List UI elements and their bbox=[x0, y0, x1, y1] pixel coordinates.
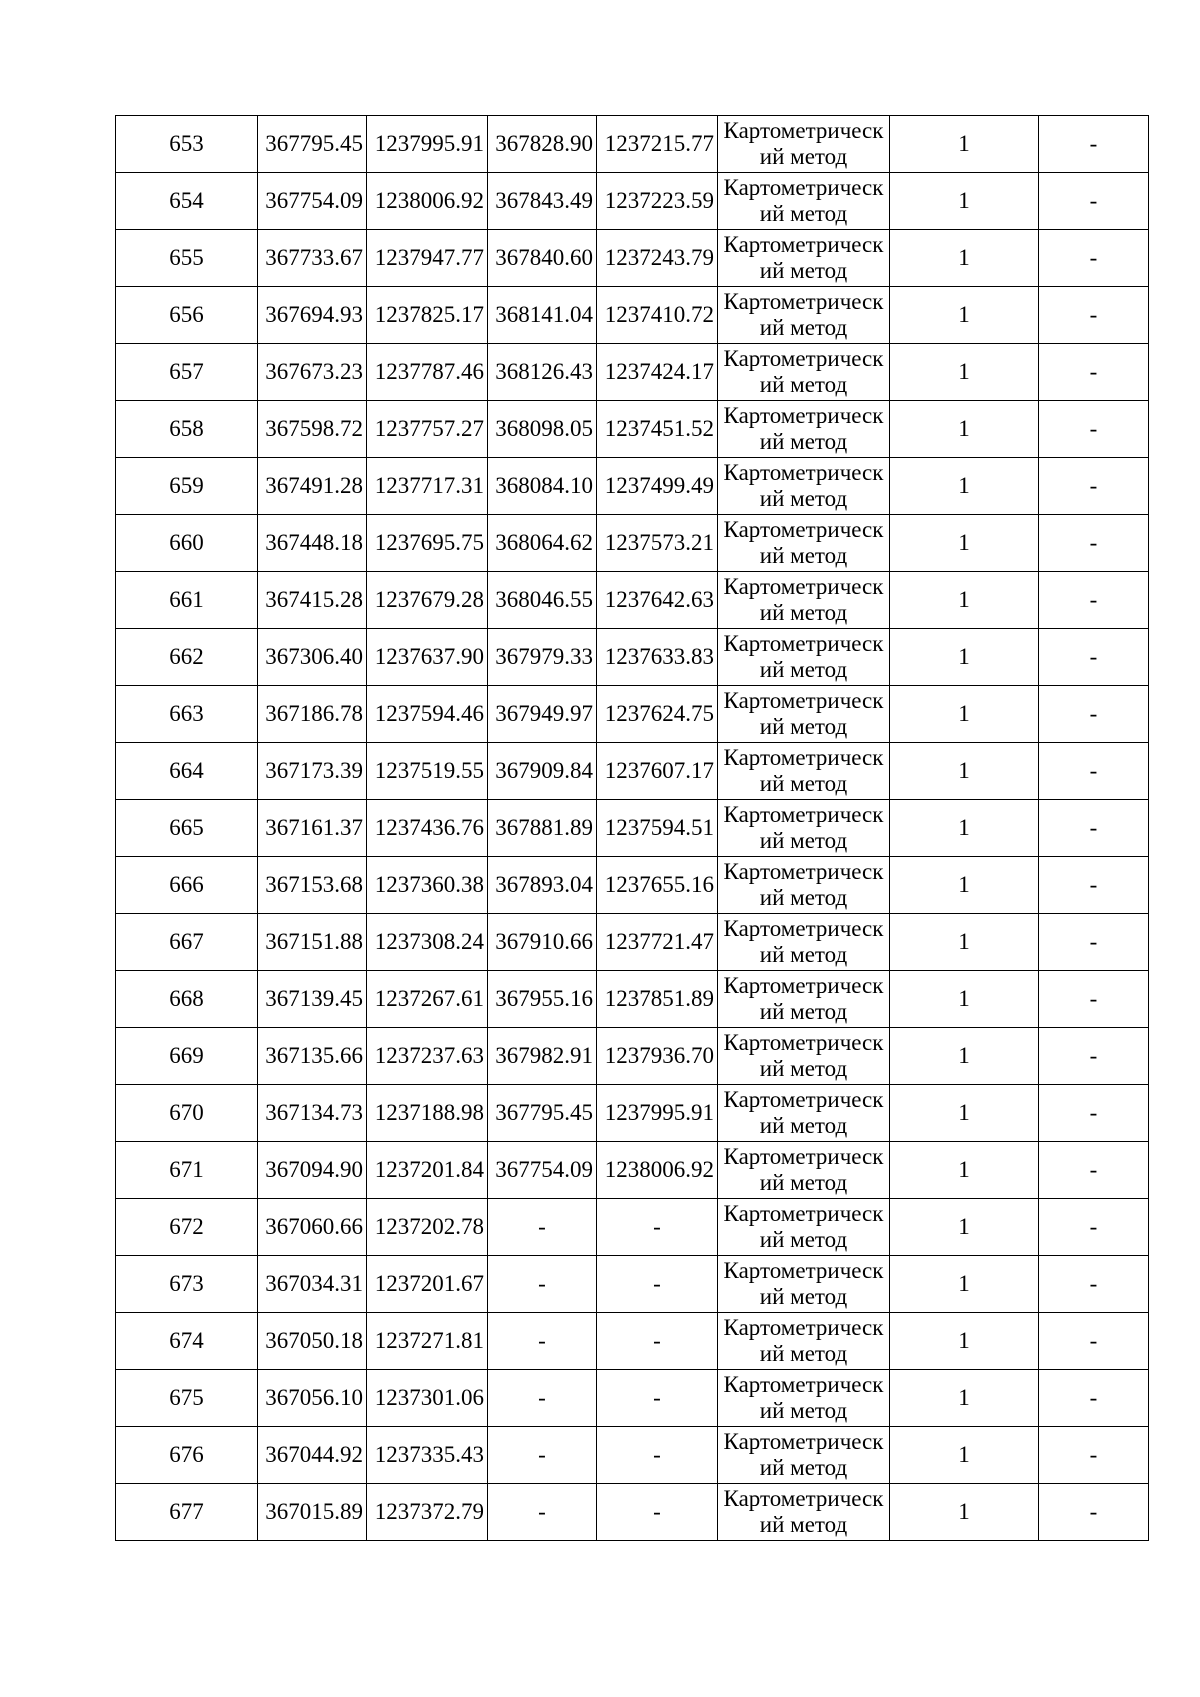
method-cell bbox=[718, 914, 890, 971]
accuracy-cell: 1 bbox=[890, 629, 1039, 686]
x-previous-cell: 367840.60 bbox=[488, 230, 597, 287]
x-previous-cell: 367795.45 bbox=[488, 1085, 597, 1142]
method-line-2: ий метод bbox=[759, 543, 848, 568]
accuracy-cell: 1 bbox=[890, 1427, 1039, 1484]
point-number-cell: 673 bbox=[116, 1256, 258, 1313]
y-previous-cell: 1237215.77 bbox=[597, 116, 718, 173]
table-row bbox=[116, 800, 1149, 857]
accuracy-cell: 1 bbox=[890, 1028, 1039, 1085]
accuracy-cell: 1 bbox=[890, 800, 1039, 857]
x-previous-cell: - bbox=[488, 1256, 597, 1313]
point-number-cell: 672 bbox=[116, 1199, 258, 1256]
table-row bbox=[116, 1028, 1149, 1085]
x-coordinate-cell: 367034.31 bbox=[258, 1256, 367, 1313]
y-coordinate-cell: 1237787.46 bbox=[367, 344, 488, 401]
x-previous-cell: 367881.89 bbox=[488, 800, 597, 857]
y-coordinate-cell: 1237995.91 bbox=[367, 116, 488, 173]
point-number-cell: 661 bbox=[116, 572, 258, 629]
method-line-1: Картометрическ bbox=[723, 1372, 884, 1397]
accuracy-cell: 1 bbox=[890, 1085, 1039, 1142]
method-line-1: Картометрическ bbox=[723, 517, 884, 542]
point-number-cell: 675 bbox=[116, 1370, 258, 1427]
table-row bbox=[116, 1484, 1149, 1541]
note-cell: - bbox=[1039, 743, 1149, 800]
method-cell bbox=[718, 686, 890, 743]
x-coordinate-cell: 367094.90 bbox=[258, 1142, 367, 1199]
y-coordinate-cell: 1237695.75 bbox=[367, 515, 488, 572]
method-cell bbox=[718, 344, 890, 401]
table-row bbox=[116, 572, 1149, 629]
point-number-cell: 653 bbox=[116, 116, 258, 173]
x-previous-cell: - bbox=[488, 1427, 597, 1484]
y-coordinate-cell: 1237202.78 bbox=[367, 1199, 488, 1256]
x-coordinate-cell: 367151.88 bbox=[258, 914, 367, 971]
y-coordinate-cell: 1237308.24 bbox=[367, 914, 488, 971]
method-line-2: ий метод bbox=[759, 942, 848, 967]
method-line-1: Картометрическ bbox=[723, 1486, 884, 1511]
x-coordinate-cell: 367015.89 bbox=[258, 1484, 367, 1541]
accuracy-cell: 1 bbox=[890, 572, 1039, 629]
y-previous-cell: - bbox=[597, 1427, 718, 1484]
accuracy-cell: 1 bbox=[890, 401, 1039, 458]
x-coordinate-cell: 367186.78 bbox=[258, 686, 367, 743]
method-cell bbox=[718, 1427, 890, 1484]
y-coordinate-cell: 1237237.63 bbox=[367, 1028, 488, 1085]
accuracy-cell: 1 bbox=[890, 287, 1039, 344]
method-cell bbox=[718, 800, 890, 857]
table-row bbox=[116, 230, 1149, 287]
method-line-2: ий метод bbox=[759, 999, 848, 1024]
y-coordinate-cell: 1237717.31 bbox=[367, 458, 488, 515]
accuracy-cell: 1 bbox=[890, 515, 1039, 572]
table-row bbox=[116, 857, 1149, 914]
x-previous-cell: 368084.10 bbox=[488, 458, 597, 515]
x-previous-cell: 367982.91 bbox=[488, 1028, 597, 1085]
y-coordinate-cell: 1237436.76 bbox=[367, 800, 488, 857]
table-row bbox=[116, 1142, 1149, 1199]
y-coordinate-cell: 1237637.90 bbox=[367, 629, 488, 686]
y-coordinate-cell: 1237188.98 bbox=[367, 1085, 488, 1142]
x-coordinate-cell: 367139.45 bbox=[258, 971, 367, 1028]
y-previous-cell: 1237424.17 bbox=[597, 344, 718, 401]
method-cell bbox=[718, 743, 890, 800]
method-line-2: ий метод bbox=[759, 1227, 848, 1252]
x-previous-cell: 367910.66 bbox=[488, 914, 597, 971]
x-coordinate-cell: 367448.18 bbox=[258, 515, 367, 572]
note-cell: - bbox=[1039, 401, 1149, 458]
x-coordinate-cell: 367173.39 bbox=[258, 743, 367, 800]
x-coordinate-cell: 367044.92 bbox=[258, 1427, 367, 1484]
x-previous-cell: 368098.05 bbox=[488, 401, 597, 458]
note-cell: - bbox=[1039, 1199, 1149, 1256]
table-row bbox=[116, 287, 1149, 344]
y-previous-cell: 1237223.59 bbox=[597, 173, 718, 230]
method-line-2: ий метод bbox=[759, 201, 848, 226]
method-line-1: Картометрическ bbox=[723, 973, 884, 998]
point-number-cell: 664 bbox=[116, 743, 258, 800]
note-cell: - bbox=[1039, 1085, 1149, 1142]
y-previous-cell: 1237721.47 bbox=[597, 914, 718, 971]
note-cell: - bbox=[1039, 458, 1149, 515]
table-row bbox=[116, 1427, 1149, 1484]
y-coordinate-cell: 1237267.61 bbox=[367, 971, 488, 1028]
method-line-2: ий метод bbox=[759, 486, 848, 511]
y-coordinate-cell: 1237201.67 bbox=[367, 1256, 488, 1313]
x-coordinate-cell: 367153.68 bbox=[258, 857, 367, 914]
table-row bbox=[116, 173, 1149, 230]
x-previous-cell: - bbox=[488, 1484, 597, 1541]
accuracy-cell: 1 bbox=[890, 1313, 1039, 1370]
x-coordinate-cell: 367056.10 bbox=[258, 1370, 367, 1427]
point-number-cell: 665 bbox=[116, 800, 258, 857]
point-number-cell: 655 bbox=[116, 230, 258, 287]
accuracy-cell: 1 bbox=[890, 230, 1039, 287]
y-coordinate-cell: 1237271.81 bbox=[367, 1313, 488, 1370]
y-coordinate-cell: 1237594.46 bbox=[367, 686, 488, 743]
note-cell: - bbox=[1039, 1484, 1149, 1541]
method-line-1: Картометрическ bbox=[723, 745, 884, 770]
point-number-cell: 671 bbox=[116, 1142, 258, 1199]
table-row bbox=[116, 1256, 1149, 1313]
note-cell: - bbox=[1039, 1370, 1149, 1427]
method-cell bbox=[718, 1484, 890, 1541]
y-coordinate-cell: 1237757.27 bbox=[367, 401, 488, 458]
note-cell: - bbox=[1039, 800, 1149, 857]
y-previous-cell: 1237624.75 bbox=[597, 686, 718, 743]
x-coordinate-cell: 367161.37 bbox=[258, 800, 367, 857]
method-cell bbox=[718, 1370, 890, 1427]
x-previous-cell: 368046.55 bbox=[488, 572, 597, 629]
method-cell bbox=[718, 458, 890, 515]
y-coordinate-cell: 1238006.92 bbox=[367, 173, 488, 230]
method-line-1: Картометрическ bbox=[723, 802, 884, 827]
point-number-cell: 677 bbox=[116, 1484, 258, 1541]
method-line-2: ий метод bbox=[759, 771, 848, 796]
note-cell: - bbox=[1039, 1427, 1149, 1484]
method-line-2: ий метод bbox=[759, 1284, 848, 1309]
y-coordinate-cell: 1237301.06 bbox=[367, 1370, 488, 1427]
method-line-2: ий метод bbox=[759, 1113, 848, 1138]
y-previous-cell: 1237607.17 bbox=[597, 743, 718, 800]
table-row bbox=[116, 1313, 1149, 1370]
x-previous-cell: 367843.49 bbox=[488, 173, 597, 230]
method-cell bbox=[718, 173, 890, 230]
point-number-cell: 654 bbox=[116, 173, 258, 230]
y-previous-cell: 1238006.92 bbox=[597, 1142, 718, 1199]
method-line-2: ий метод bbox=[759, 1398, 848, 1423]
method-line-1: Картометрическ bbox=[723, 289, 884, 314]
accuracy-cell: 1 bbox=[890, 686, 1039, 743]
y-previous-cell: 1237936.70 bbox=[597, 1028, 718, 1085]
x-coordinate-cell: 367694.93 bbox=[258, 287, 367, 344]
method-line-1: Картометрическ bbox=[723, 1087, 884, 1112]
point-number-cell: 676 bbox=[116, 1427, 258, 1484]
x-coordinate-cell: 367415.28 bbox=[258, 572, 367, 629]
x-coordinate-cell: 367060.66 bbox=[258, 1199, 367, 1256]
accuracy-cell: 1 bbox=[890, 743, 1039, 800]
accuracy-cell: 1 bbox=[890, 1256, 1039, 1313]
x-coordinate-cell: 367598.72 bbox=[258, 401, 367, 458]
method-cell bbox=[718, 1142, 890, 1199]
y-previous-cell: 1237594.51 bbox=[597, 800, 718, 857]
method-line-1: Картометрическ bbox=[723, 1315, 884, 1340]
note-cell: - bbox=[1039, 1313, 1149, 1370]
method-cell bbox=[718, 1085, 890, 1142]
note-cell: - bbox=[1039, 173, 1149, 230]
method-line-2: ий метод bbox=[759, 828, 848, 853]
table-row bbox=[116, 515, 1149, 572]
point-number-cell: 669 bbox=[116, 1028, 258, 1085]
y-previous-cell: 1237633.83 bbox=[597, 629, 718, 686]
y-previous-cell: 1237410.72 bbox=[597, 287, 718, 344]
y-previous-cell: - bbox=[597, 1199, 718, 1256]
point-number-cell: 667 bbox=[116, 914, 258, 971]
accuracy-cell: 1 bbox=[890, 1142, 1039, 1199]
y-coordinate-cell: 1237335.43 bbox=[367, 1427, 488, 1484]
method-cell bbox=[718, 1256, 890, 1313]
y-coordinate-cell: 1237360.38 bbox=[367, 857, 488, 914]
method-line-1: Картометрическ bbox=[723, 118, 884, 143]
x-previous-cell: 368064.62 bbox=[488, 515, 597, 572]
x-previous-cell: 367955.16 bbox=[488, 971, 597, 1028]
method-line-1: Картометрическ bbox=[723, 403, 884, 428]
method-cell bbox=[718, 1028, 890, 1085]
method-line-2: ий метод bbox=[759, 1170, 848, 1195]
note-cell: - bbox=[1039, 572, 1149, 629]
y-coordinate-cell: 1237825.17 bbox=[367, 287, 488, 344]
note-cell: - bbox=[1039, 287, 1149, 344]
x-previous-cell: 367979.33 bbox=[488, 629, 597, 686]
method-line-2: ий метод bbox=[759, 714, 848, 739]
method-cell bbox=[718, 1313, 890, 1370]
y-previous-cell: 1237451.52 bbox=[597, 401, 718, 458]
table-row bbox=[116, 971, 1149, 1028]
method-line-2: ий метод bbox=[759, 1512, 848, 1537]
accuracy-cell: 1 bbox=[890, 344, 1039, 401]
point-number-cell: 659 bbox=[116, 458, 258, 515]
x-coordinate-cell: 367795.45 bbox=[258, 116, 367, 173]
point-number-cell: 662 bbox=[116, 629, 258, 686]
y-previous-cell: - bbox=[597, 1484, 718, 1541]
method-line-2: ий метод bbox=[759, 600, 848, 625]
x-coordinate-cell: 367135.66 bbox=[258, 1028, 367, 1085]
point-number-cell: 666 bbox=[116, 857, 258, 914]
table-row bbox=[116, 1085, 1149, 1142]
y-coordinate-cell: 1237947.77 bbox=[367, 230, 488, 287]
y-coordinate-cell: 1237372.79 bbox=[367, 1484, 488, 1541]
point-number-cell: 668 bbox=[116, 971, 258, 1028]
y-coordinate-cell: 1237679.28 bbox=[367, 572, 488, 629]
note-cell: - bbox=[1039, 1256, 1149, 1313]
note-cell: - bbox=[1039, 1028, 1149, 1085]
x-previous-cell: 367909.84 bbox=[488, 743, 597, 800]
y-previous-cell: 1237642.63 bbox=[597, 572, 718, 629]
method-line-2: ий метод bbox=[759, 1056, 848, 1081]
note-cell: - bbox=[1039, 515, 1149, 572]
table-row bbox=[116, 116, 1149, 173]
note-cell: - bbox=[1039, 230, 1149, 287]
x-coordinate-cell: 367134.73 bbox=[258, 1085, 367, 1142]
x-previous-cell: - bbox=[488, 1313, 597, 1370]
y-previous-cell: - bbox=[597, 1313, 718, 1370]
x-previous-cell: 368141.04 bbox=[488, 287, 597, 344]
method-line-1: Картометрическ bbox=[723, 1144, 884, 1169]
method-cell bbox=[718, 1199, 890, 1256]
y-previous-cell: 1237995.91 bbox=[597, 1085, 718, 1142]
method-line-1: Картометрическ bbox=[723, 1030, 884, 1055]
x-coordinate-cell: 367050.18 bbox=[258, 1313, 367, 1370]
method-line-1: Картометрическ bbox=[723, 631, 884, 656]
method-cell bbox=[718, 629, 890, 686]
y-previous-cell: 1237243.79 bbox=[597, 230, 718, 287]
point-number-cell: 656 bbox=[116, 287, 258, 344]
table-body bbox=[116, 116, 1149, 1541]
method-cell bbox=[718, 572, 890, 629]
x-previous-cell: - bbox=[488, 1370, 597, 1427]
x-coordinate-cell: 367733.67 bbox=[258, 230, 367, 287]
accuracy-cell: 1 bbox=[890, 971, 1039, 1028]
x-previous-cell: 367949.97 bbox=[488, 686, 597, 743]
point-number-cell: 658 bbox=[116, 401, 258, 458]
table-row bbox=[116, 629, 1149, 686]
y-previous-cell: 1237851.89 bbox=[597, 971, 718, 1028]
method-line-1: Картометрическ bbox=[723, 346, 884, 371]
accuracy-cell: 1 bbox=[890, 1370, 1039, 1427]
table-row bbox=[116, 1199, 1149, 1256]
table-row bbox=[116, 458, 1149, 515]
method-line-2: ий метод bbox=[759, 372, 848, 397]
y-previous-cell: 1237573.21 bbox=[597, 515, 718, 572]
point-number-cell: 657 bbox=[116, 344, 258, 401]
accuracy-cell: 1 bbox=[890, 173, 1039, 230]
x-coordinate-cell: 367754.09 bbox=[258, 173, 367, 230]
note-cell: - bbox=[1039, 857, 1149, 914]
accuracy-cell: 1 bbox=[890, 914, 1039, 971]
note-cell: - bbox=[1039, 1142, 1149, 1199]
accuracy-cell: 1 bbox=[890, 458, 1039, 515]
method-line-2: ий метод bbox=[759, 1341, 848, 1366]
table-row bbox=[116, 344, 1149, 401]
note-cell: - bbox=[1039, 116, 1149, 173]
method-line-1: Картометрическ bbox=[723, 460, 884, 485]
accuracy-cell: 1 bbox=[890, 1484, 1039, 1541]
method-cell bbox=[718, 857, 890, 914]
method-line-2: ий метод bbox=[759, 1455, 848, 1480]
point-number-cell: 670 bbox=[116, 1085, 258, 1142]
method-cell bbox=[718, 287, 890, 344]
method-line-2: ий метод bbox=[759, 315, 848, 340]
table-row bbox=[116, 914, 1149, 971]
x-previous-cell: 367754.09 bbox=[488, 1142, 597, 1199]
table-row bbox=[116, 401, 1149, 458]
accuracy-cell: 1 bbox=[890, 116, 1039, 173]
point-number-cell: 674 bbox=[116, 1313, 258, 1370]
method-cell bbox=[718, 515, 890, 572]
y-previous-cell: - bbox=[597, 1370, 718, 1427]
method-line-1: Картометрическ bbox=[723, 175, 884, 200]
method-line-1: Картометрическ bbox=[723, 1429, 884, 1454]
note-cell: - bbox=[1039, 629, 1149, 686]
method-line-1: Картометрическ bbox=[723, 574, 884, 599]
method-cell bbox=[718, 116, 890, 173]
x-coordinate-cell: 367491.28 bbox=[258, 458, 367, 515]
note-cell: - bbox=[1039, 971, 1149, 1028]
x-coordinate-cell: 367673.23 bbox=[258, 344, 367, 401]
method-line-2: ий метод bbox=[759, 144, 848, 169]
note-cell: - bbox=[1039, 914, 1149, 971]
x-previous-cell: - bbox=[488, 1199, 597, 1256]
method-line-1: Картометрическ bbox=[723, 1201, 884, 1226]
x-previous-cell: 367893.04 bbox=[488, 857, 597, 914]
table-row bbox=[116, 686, 1149, 743]
method-cell bbox=[718, 230, 890, 287]
method-line-1: Картометрическ bbox=[723, 1258, 884, 1283]
table-row bbox=[116, 1370, 1149, 1427]
accuracy-cell: 1 bbox=[890, 1199, 1039, 1256]
accuracy-cell: 1 bbox=[890, 857, 1039, 914]
method-cell bbox=[718, 401, 890, 458]
method-line-2: ий метод bbox=[759, 258, 848, 283]
note-cell: - bbox=[1039, 344, 1149, 401]
table-row bbox=[116, 743, 1149, 800]
point-number-cell: 663 bbox=[116, 686, 258, 743]
coordinates-table bbox=[115, 115, 1149, 1541]
note-cell: - bbox=[1039, 686, 1149, 743]
x-coordinate-cell: 367306.40 bbox=[258, 629, 367, 686]
y-coordinate-cell: 1237519.55 bbox=[367, 743, 488, 800]
y-previous-cell: 1237655.16 bbox=[597, 857, 718, 914]
point-number-cell: 660 bbox=[116, 515, 258, 572]
method-line-2: ий метод bbox=[759, 429, 848, 454]
y-coordinate-cell: 1237201.84 bbox=[367, 1142, 488, 1199]
method-line-1: Картометрическ bbox=[723, 688, 884, 713]
method-line-2: ий метод bbox=[759, 885, 848, 910]
x-previous-cell: 368126.43 bbox=[488, 344, 597, 401]
method-line-1: Картометрическ bbox=[723, 859, 884, 884]
method-line-2: ий метод bbox=[759, 657, 848, 682]
y-previous-cell: - bbox=[597, 1256, 718, 1313]
method-line-1: Картометрическ bbox=[723, 916, 884, 941]
y-previous-cell: 1237499.49 bbox=[597, 458, 718, 515]
x-previous-cell: 367828.90 bbox=[488, 116, 597, 173]
method-line-1: Картометрическ bbox=[723, 232, 884, 257]
method-cell bbox=[718, 971, 890, 1028]
